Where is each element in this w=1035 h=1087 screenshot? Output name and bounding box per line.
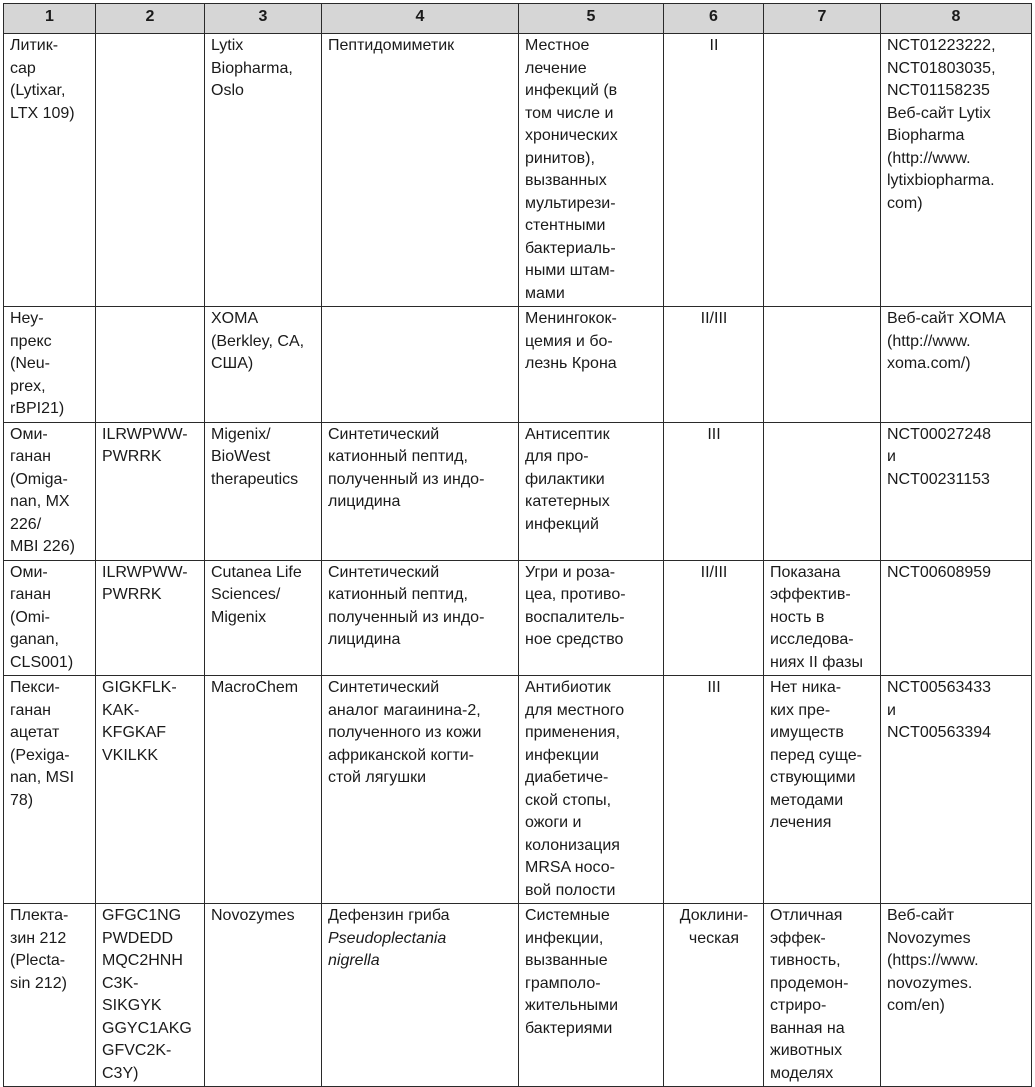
description-cell (322, 307, 519, 423)
table-row (4, 560, 1032, 676)
indication-cell: Антибиотик для местного применения, инфекции диабетиче- ской стопы, ожоги и колонизация MRSA носо- вой полости (519, 676, 664, 904)
phase-cell: II/III (664, 560, 764, 676)
sequence-cell (96, 307, 205, 423)
indication-cell: Системные инфекции, вызванные грамполо- жительными бактериями (519, 904, 664, 1087)
notes-cell: Показана эффектив- ность в исследова- ниях II фазы (764, 560, 881, 676)
table-row (4, 676, 1032, 904)
table-row (4, 307, 1032, 423)
drug-name-cell: Неу- прекс (Neu- prex, rBPI21) (4, 307, 96, 423)
description-cell: Синтетический катионный пептид, полученный из индо- лицидина (322, 422, 519, 560)
table-row (4, 34, 1032, 307)
phase-cell: II/III (664, 307, 764, 423)
species-name: Pseudoplectania nigrella (328, 929, 447, 969)
reference-cell: Веб-сайт XOMA (http://www. xoma.com/) (881, 307, 1032, 423)
drug-name-cell: Плекта- зин 212 (Plecta- sin 212) (4, 904, 96, 1087)
company-cell: MacroChem (205, 676, 322, 904)
header-row (4, 4, 1032, 34)
company-cell: Lytix Biopharma, Oslo (205, 34, 322, 307)
company-cell: Novozymes (205, 904, 322, 1087)
column-header-4: 4 (322, 4, 519, 34)
description-cell: Синтетический аналог магаинина-2, полученного из кожи африканской когти- стой лягушки (322, 676, 519, 904)
column-header-8: 8 (881, 4, 1032, 34)
indication-cell: Антисептик для про- филактики катетерных инфекций (519, 422, 664, 560)
indication-cell: Угри и роза- цеа, противо- воспалитель- ное средство (519, 560, 664, 676)
drug-name-cell: Литик- сар (Lytixar, LTX 109) (4, 34, 96, 307)
drug-name-cell: Оми- ганан (Omiga- nan, MX 226/ MBI 226) (4, 422, 96, 560)
phase-cell: Доклини- ческая (664, 904, 764, 1087)
sequence-cell: GFGC1NG PWDEDD MQC2HNH C3K- SIKGYK GGYC1AKG GFVC2K- C3Y) (96, 904, 205, 1087)
description-cell: Пептидомиметик (322, 34, 519, 307)
company-cell: Cutanea Life Sciences/ Migenix (205, 560, 322, 676)
reference-cell: NCT00608959 (881, 560, 1032, 676)
notes-cell: Отличная эффек- тивность, продемон- стриро- ванная на животных моделях (764, 904, 881, 1087)
column-header-7: 7 (764, 4, 881, 34)
phase-cell: III (664, 422, 764, 560)
notes-cell (764, 34, 881, 307)
table-row (4, 422, 1032, 560)
drug-name-cell: Пекси- ганан ацетат (Pexiga- nan, MSI 78) (4, 676, 96, 904)
table-row (4, 904, 1032, 1087)
company-cell: XOMA (Berkley, CA, США) (205, 307, 322, 423)
description-cell: Синтетический катионный пептид, полученный из индо- лицидина (322, 560, 519, 676)
sequence-cell (96, 34, 205, 307)
indication-cell: Менингокок- цемия и бо- лезнь Крона (519, 307, 664, 423)
sequence-cell: GIGKFLK- KAK- KFGKAF VKILKK (96, 676, 205, 904)
column-header-2: 2 (96, 4, 205, 34)
reference-cell: NCT01223222, NCT01803035, NCT01158235 Веб-сайт Lytix Biopharma (http://www. lytixbiopharma. com) (881, 34, 1032, 307)
column-header-1: 1 (4, 4, 96, 34)
notes-cell: Нет ника- ких пре- имуществ перед суще- ствующими методами лечения (764, 676, 881, 904)
phase-cell: III (664, 676, 764, 904)
sequence-cell: ILRWPWW- PWRRK (96, 422, 205, 560)
notes-cell (764, 307, 881, 423)
column-header-6: 6 (664, 4, 764, 34)
reference-cell: NCT00027248 и NCT00231153 (881, 422, 1032, 560)
sequence-cell: ILRWPWW- PWRRK (96, 560, 205, 676)
indication-cell: Местное лечение инфекций (в том числе и хронических ринитов), вызванных мультирези- стентными бактериаль- ными штам- мами (519, 34, 664, 307)
column-header-3: 3 (205, 4, 322, 34)
reference-cell: Веб-сайт Novozymes (https://www. novozymes. com/en) (881, 904, 1032, 1087)
reference-cell: NCT00563433 и NCT00563394 (881, 676, 1032, 904)
description-text: Дефензин гриба (328, 907, 450, 924)
company-cell: Migenix/ BioWest therapeutics (205, 422, 322, 560)
phase-cell: II (664, 34, 764, 307)
drug-name-cell: Оми- ганан (Omi- ganan, CLS001) (4, 560, 96, 676)
drug-table (3, 3, 1032, 1087)
description-cell (322, 904, 519, 1087)
notes-cell (764, 422, 881, 560)
column-header-5: 5 (519, 4, 664, 34)
